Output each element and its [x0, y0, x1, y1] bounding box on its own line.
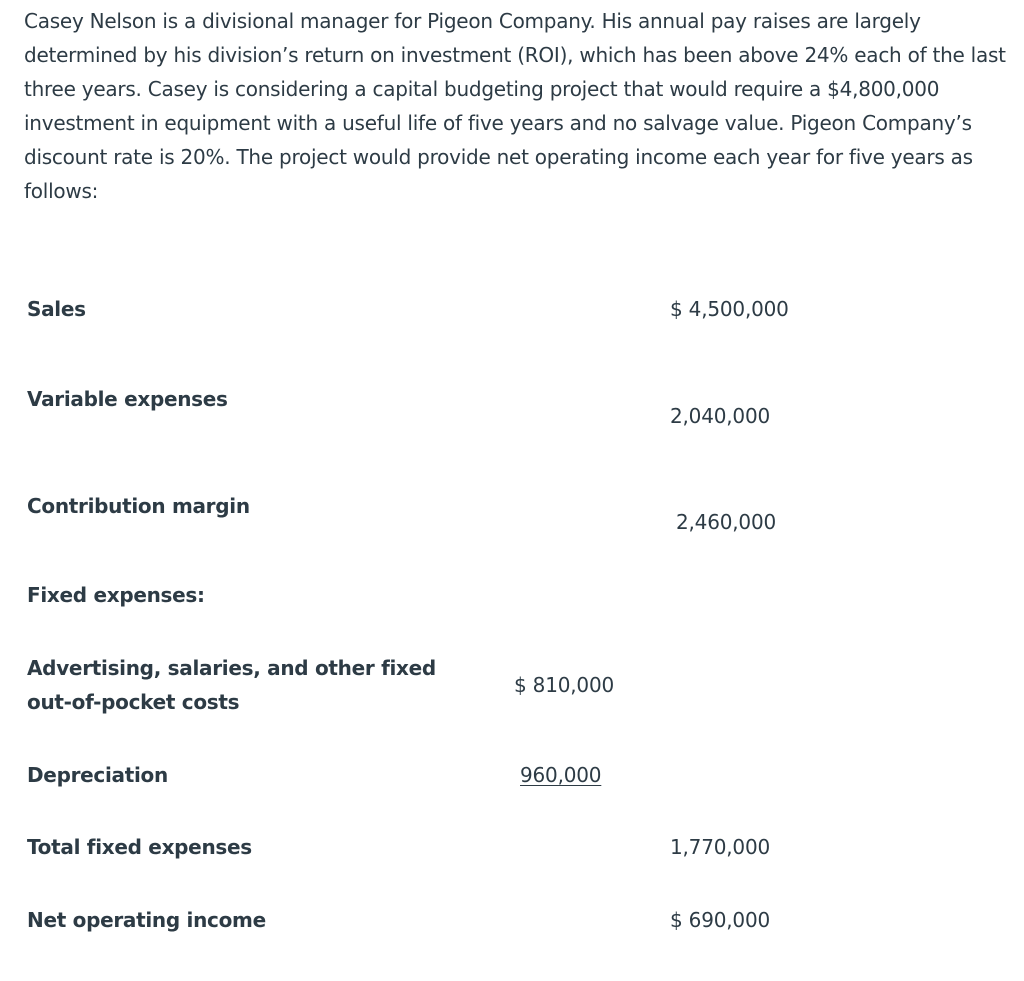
advertising-amount: $ 810,000	[514, 673, 614, 697]
net-operating-income-label: Net operating income	[27, 908, 266, 932]
advertising-label: Advertising, salaries, and other fixed out-of-pocket costs	[27, 656, 436, 714]
total-fixed-expenses-amount: 1,770,000	[670, 835, 770, 859]
depreciation-amount: 960,000	[520, 763, 602, 787]
problem-description: Casey Nelson is a divisional manager for Pigeon Company. His annual pay raises are largely determined by his division’s return on investment (ROI), which has been above 24% each of the last three years. Casey is considering a capital budgeting project that would require a $4,800,000 investment in equipment with a useful life of five years and no salvage value. Pigeon Company’s discount rate is 20%. The project would provide net operating income each year for five years as follows:	[24, 9, 1006, 203]
sales-amount: $ 4,500,000	[670, 297, 789, 321]
total-fixed-expenses-label: Total fixed expenses	[27, 835, 252, 859]
contribution-margin-label: Contribution margin	[27, 494, 250, 518]
fixed-expenses-header: Fixed expenses:	[27, 583, 205, 607]
depreciation-label: Depreciation	[27, 763, 168, 787]
variable-expenses-label: Variable expenses	[27, 387, 228, 411]
net-operating-income-amount: $ 690,000	[670, 908, 770, 932]
contribution-margin-amount: 2,460,000	[676, 510, 776, 534]
variable-expenses-amount: 2,040,000	[670, 404, 770, 428]
sales-label: Sales	[27, 297, 86, 321]
